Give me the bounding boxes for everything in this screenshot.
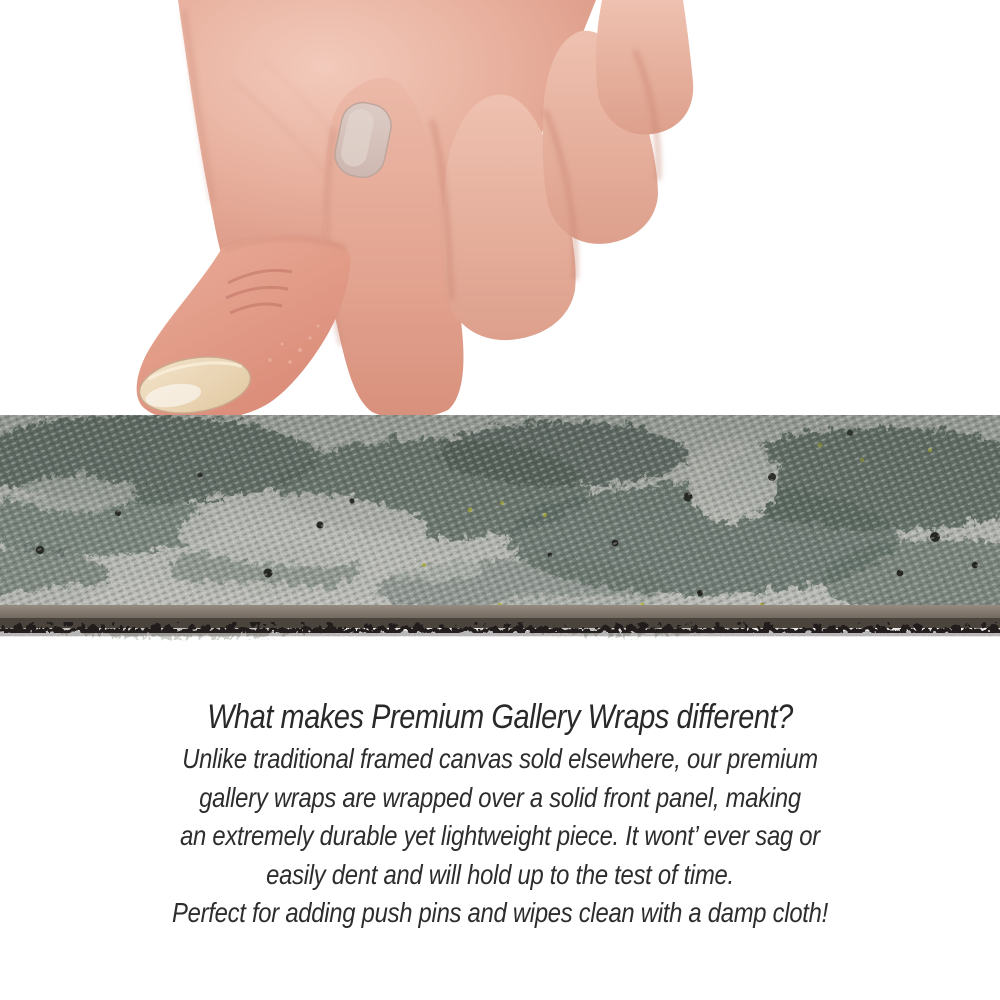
body-line: an extremely durable yet lightweight piece. It wont’ ever sag or — [180, 820, 820, 852]
section-heading: What makes Premium Gallery Wraps different? — [207, 698, 793, 736]
hand-illustration — [0, 0, 1000, 424]
hand-thumb — [135, 236, 350, 422]
body-line: Unlike traditional framed canvas sold elsewhere, our premium — [182, 743, 818, 774]
body-line: easily dent and will hold up to the test of time. — [266, 858, 734, 890]
canvas-bottom-edge — [0, 605, 1000, 636]
canvas-edge-photo — [0, 415, 1000, 643]
body-line: Perfect for adding push pins and wipes clean with a damp cloth! — [171, 897, 829, 929]
hand-pressing-canvas-photo — [0, 0, 1000, 424]
canvas-texture — [0, 415, 1000, 643]
body-line: gallery wraps are wrapped over a solid front panel, making — [199, 781, 801, 813]
marketing-copy — [75, 697, 925, 933]
